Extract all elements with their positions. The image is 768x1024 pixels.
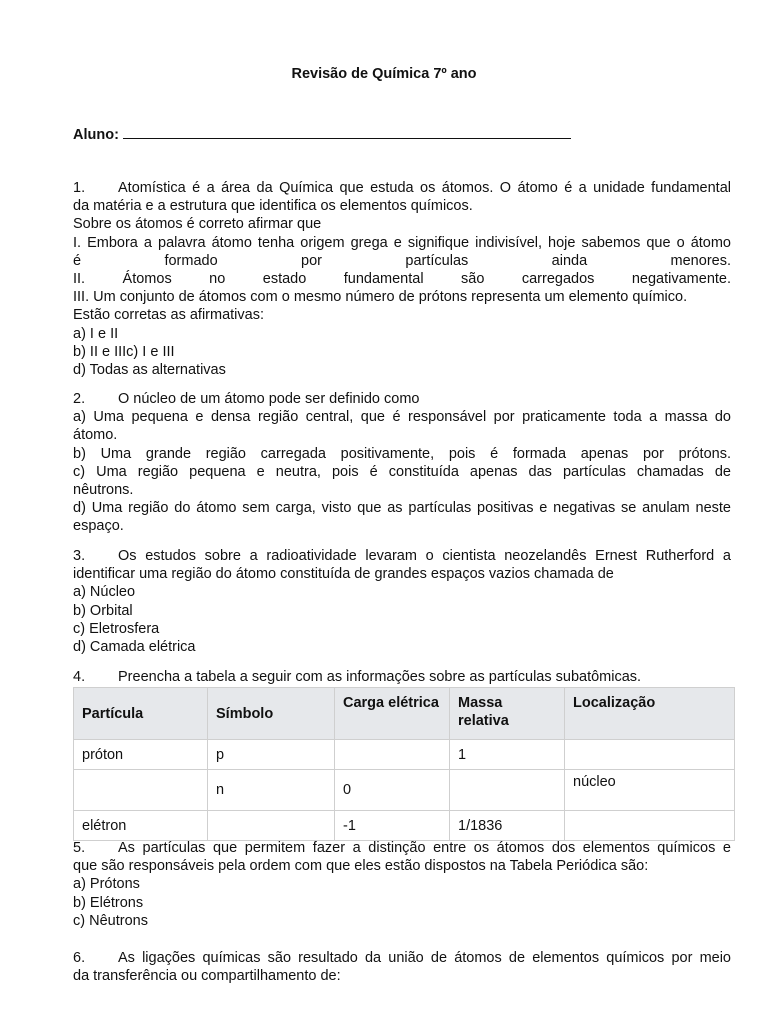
q2-option-d-cont: espaço. bbox=[73, 518, 124, 535]
table-header-cell: Localização bbox=[565, 688, 735, 740]
q1-line: da matéria e a estrutura que identifica os elementos químicos. bbox=[73, 198, 473, 215]
q1-option: a) I e II bbox=[73, 325, 119, 342]
q3-line: 3. Os estudos sobre a radioatividade levaram o cientista neozelandês Ernest Rutherford a bbox=[73, 548, 731, 564]
particles-table bbox=[73, 687, 735, 841]
table-cell[interactable] bbox=[208, 811, 335, 841]
q6-line: da transferência ou compartilhamento de: bbox=[73, 968, 341, 985]
q5-line: 5. As partículas que permitem fazer a distinção entre os átomos dos elementos químicos e bbox=[73, 840, 731, 856]
table-cell[interactable] bbox=[74, 770, 208, 811]
q1-statement-i-cont: é formado por partículas ainda menores. bbox=[73, 252, 731, 269]
table-cell[interactable]: n bbox=[208, 770, 335, 811]
q3-number: 3. bbox=[73, 548, 86, 564]
question-4 bbox=[73, 668, 731, 686]
question-1 bbox=[73, 179, 731, 379]
q3-line: identificar uma região do átomo constituída de grandes espaços vazios chamada de bbox=[73, 566, 614, 583]
q4-stem-line: 4. Preencha a tabela a seguir com as informações sobre as partículas subatômicas. bbox=[73, 669, 642, 685]
q2-number: 2. bbox=[73, 391, 86, 407]
q2-stem-line: 2. O núcleo de um átomo pode ser definido como bbox=[73, 391, 420, 407]
student-name-field bbox=[73, 124, 571, 143]
q3-option: b) Orbital bbox=[73, 602, 133, 619]
q1-line: Sobre os átomos é correto afirmar que bbox=[73, 216, 322, 233]
table-cell[interactable]: 1 bbox=[450, 740, 565, 770]
question-6 bbox=[73, 949, 731, 985]
table-header-cell: Partícula bbox=[74, 688, 208, 740]
q2-option-d: d) Uma região do átomo sem carga, visto que as partículas positivas e negativas se anulam neste bbox=[73, 500, 731, 517]
table-row bbox=[74, 811, 735, 841]
q1-statement-i: I. Embora a palavra átomo tenha origem grega e signifique indivisível, hoje sabemos que o átomo bbox=[73, 234, 731, 251]
table-cell[interactable] bbox=[565, 811, 735, 841]
table-cell[interactable] bbox=[335, 740, 450, 770]
question-2 bbox=[73, 390, 731, 536]
table-header-cell: Massa relativa bbox=[450, 688, 565, 740]
question-3 bbox=[73, 547, 731, 656]
table-cell[interactable] bbox=[450, 770, 565, 811]
table-cell[interactable] bbox=[565, 740, 735, 770]
student-name-blank-line bbox=[123, 124, 571, 139]
table-header-cell: Carga elétrica bbox=[335, 688, 450, 740]
table-header-cell: Símbolo bbox=[208, 688, 335, 740]
q1-statement-ii: II. Átomos no estado fundamental são carregados negativamente. bbox=[73, 271, 731, 288]
q1-line: 1. Atomística é a área da Química que estuda os átomos. O átomo é a unidade fundamental bbox=[73, 180, 731, 196]
q5-option: c) Nêutrons bbox=[73, 912, 148, 929]
q1-statement-iii: III. Um conjunto de átomos com o mesmo número de prótons representa um elemento químico. bbox=[73, 289, 688, 306]
table-cell[interactable]: elétron bbox=[74, 811, 208, 841]
q1-option: d) Todas as alternativas bbox=[73, 362, 226, 379]
q6-line: 6. As ligações químicas são resultado da união de átomos de elementos químicos por meio bbox=[73, 950, 731, 966]
q2-option-b: b) Uma grande região carregada positivamente, pois é formada apenas por prótons. bbox=[73, 445, 731, 462]
table-cell[interactable]: 1/1836 bbox=[450, 811, 565, 841]
q2-option-c-cont: nêutrons. bbox=[73, 482, 134, 499]
q3-option: d) Camada elétrica bbox=[73, 639, 196, 656]
question-5 bbox=[73, 839, 731, 930]
q1-number: 1. bbox=[73, 180, 86, 196]
table-row bbox=[74, 740, 735, 770]
table-cell[interactable]: núcleo bbox=[565, 770, 735, 811]
page-title: Revisão de Química 7º ano bbox=[291, 66, 477, 82]
q1-option: b) II e IIIc) I e III bbox=[73, 343, 175, 360]
table-header-row bbox=[74, 688, 735, 740]
q5-option: b) Elétrons bbox=[73, 894, 144, 911]
q2-option-a: a) Uma pequena e densa região central, que é responsável por praticamente toda a massa do bbox=[73, 409, 731, 426]
q3-option: a) Núcleo bbox=[73, 584, 136, 601]
table-cell[interactable]: p bbox=[208, 740, 335, 770]
q5-option: a) Prótons bbox=[73, 876, 140, 893]
table-row bbox=[74, 770, 735, 811]
q5-line: que são responsáveis pela ordem com que eles estão dispostos na Tabela Periódica são: bbox=[73, 858, 649, 875]
table-cell[interactable]: 0 bbox=[335, 770, 450, 811]
q2-option-a-cont: átomo. bbox=[73, 427, 118, 444]
table-cell[interactable]: próton bbox=[74, 740, 208, 770]
student-label: Aluno: bbox=[73, 127, 119, 143]
q5-number: 5. bbox=[73, 840, 86, 856]
q3-option: c) Eletrosfera bbox=[73, 620, 160, 637]
q4-number: 4. bbox=[73, 669, 86, 685]
table-cell[interactable]: -1 bbox=[335, 811, 450, 841]
q1-prompt: Estão corretas as afirmativas: bbox=[73, 307, 264, 324]
q6-number: 6. bbox=[73, 950, 86, 966]
q2-option-c: c) Uma região pequena e neutra, pois é constituída apenas das partículas chamadas de bbox=[73, 463, 731, 480]
